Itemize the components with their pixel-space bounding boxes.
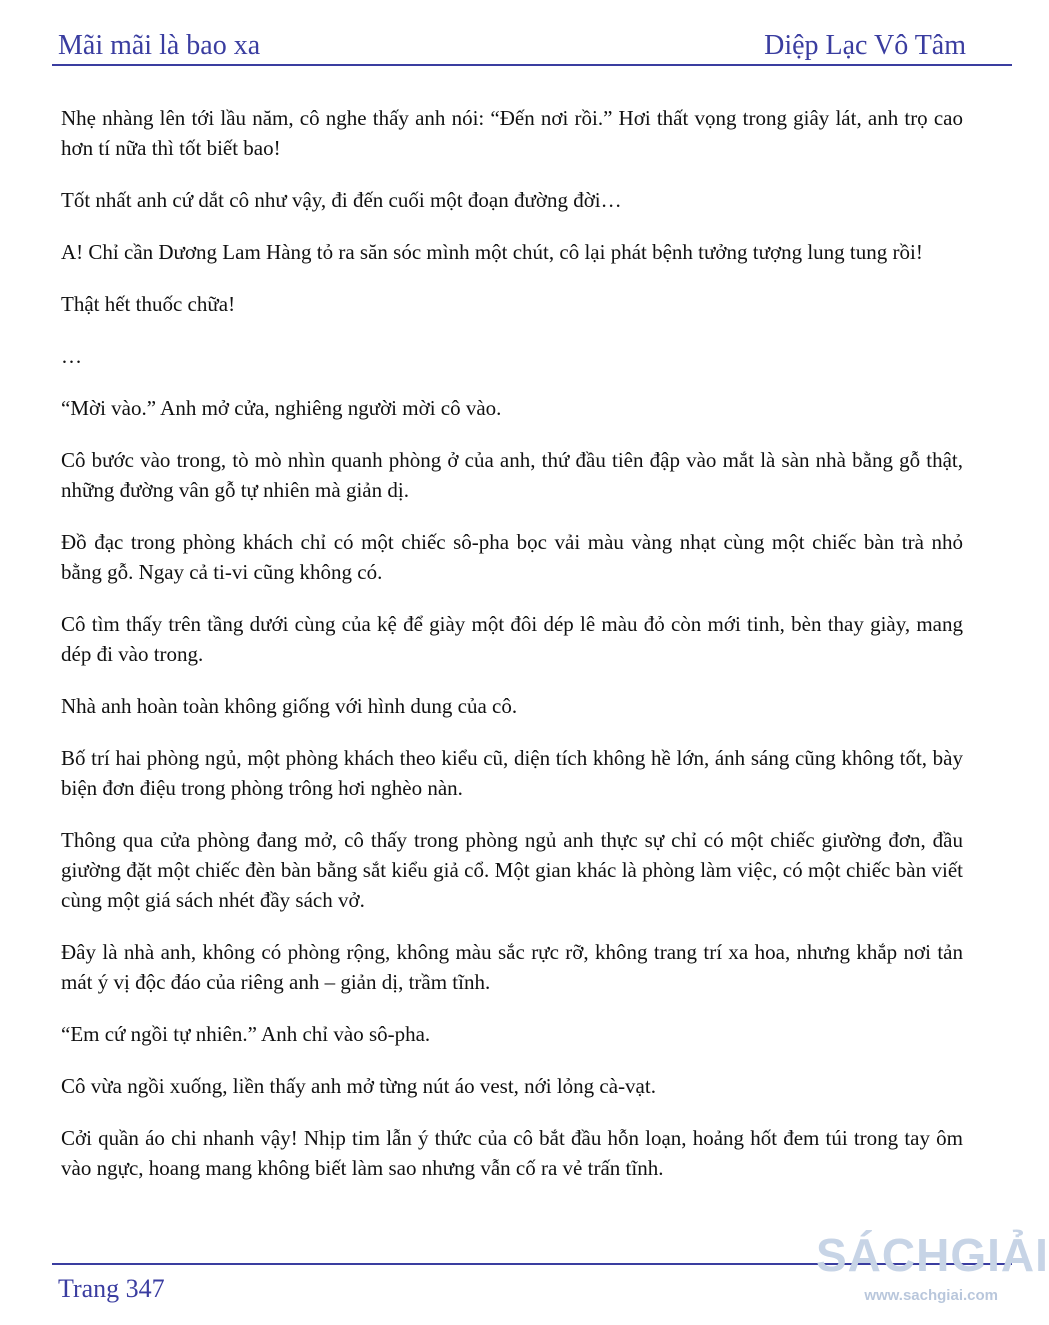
paragraph: Nhẹ nhàng lên tới lầu năm, cô nghe thấy anh nói: “Đến nơi rồi.” Hơi thất vọng trong giây lát, anh trọ cao hơn tí nữa thì tốt biết bao! [61,106,963,160]
page-header [58,24,966,62]
paragraph: A! Chỉ cần Dương Lam Hàng tỏ ra săn sóc mình một chút, cô lại phát bệnh tưởng tượng lung tung rồi! [61,240,923,264]
paragraph: Đồ đạc trong phòng khách chỉ có một chiếc sô-pha bọc vải màu vàng nhạt cùng một chiếc bàn trà nhỏ bằng gỗ. Ngay cả ti-vi cũng không có. [61,530,963,584]
paragraph: Cởi quần áo chi nhanh vậy! Nhịp tim lẫn ý thức của cô bắt đầu hỗn loạn, hoảng hốt đem túi trong tay ôm vào ngực, hoang mang không biết làm sao nhưng vẫn cố ra vẻ trấn tĩnh. [61,1126,963,1180]
paragraph: Cô bước vào trong, tò mò nhìn quanh phòng ở của anh, thứ đầu tiên đập vào mắt là sàn nhà bằng gỗ thật, những đường vân gỗ tự nhiên mà giản dị. [61,448,963,502]
paragraph: Tốt nhất anh cứ dắt cô như vậy, đi đến cuối một đoạn đường đời… [61,188,622,212]
author-name: Diệp Lạc Vô Tâm [764,30,966,61]
page-body [61,103,963,1205]
watermark [816,1225,1049,1317]
header-divider [52,64,1012,66]
paragraph: “Mời vào.” Anh mở cửa, nghiêng người mời cô vào. [61,396,502,420]
watermark-logo: SÁCHGIẢI [816,1229,1049,1281]
paragraph: Nhà anh hoàn toàn không giống với hình dung của cô. [61,694,518,718]
paragraph: Thật hết thuốc chữa! [61,292,236,316]
watermark-url: www.sachgiai.com [864,1287,998,1304]
paragraph: Cô vừa ngồi xuống, liền thấy anh mở từng nút áo vest, nới lỏng cà-vạt. [61,1074,656,1098]
book-title: Mãi mãi là bao xa [58,30,261,61]
paragraph: Thông qua cửa phòng đang mở, cô thấy trong phòng ngủ anh thực sự chỉ có một chiếc giường đơn, đầu giường đặt một chiếc đèn bàn bằng sắt kiểu giả cổ. Một gian khác là phòng làm việc, có một chiếc bàn viết cùng một giá sách nhét đầy sách vở. [61,828,963,912]
paragraph: Đây là nhà anh, không có phòng rộng, không màu sắc rực rỡ, không trang trí xa hoa, nhưng khắp nơi tản mát ý vị độc đáo của riêng anh – giản dị, trầm tĩnh. [61,940,963,994]
paragraph: “Em cứ ngồi tự nhiên.” Anh chỉ vào sô-pha. [61,1022,431,1046]
paragraph: Bố trí hai phòng ngủ, một phòng khách theo kiểu cũ, diện tích không hề lớn, ánh sáng cũng không tốt, bày biện đơn điệu trong phòng trông hơi nghèo nàn. [61,746,963,800]
paragraph: Cô tìm thấy trên tầng dưới cùng của kệ để giày một đôi dép lê màu đỏ còn mới tinh, bèn thay giày, mang dép đi vào trong. [61,612,963,666]
paragraph: … [61,344,82,368]
page-number: Trang 347 [58,1274,165,1303]
